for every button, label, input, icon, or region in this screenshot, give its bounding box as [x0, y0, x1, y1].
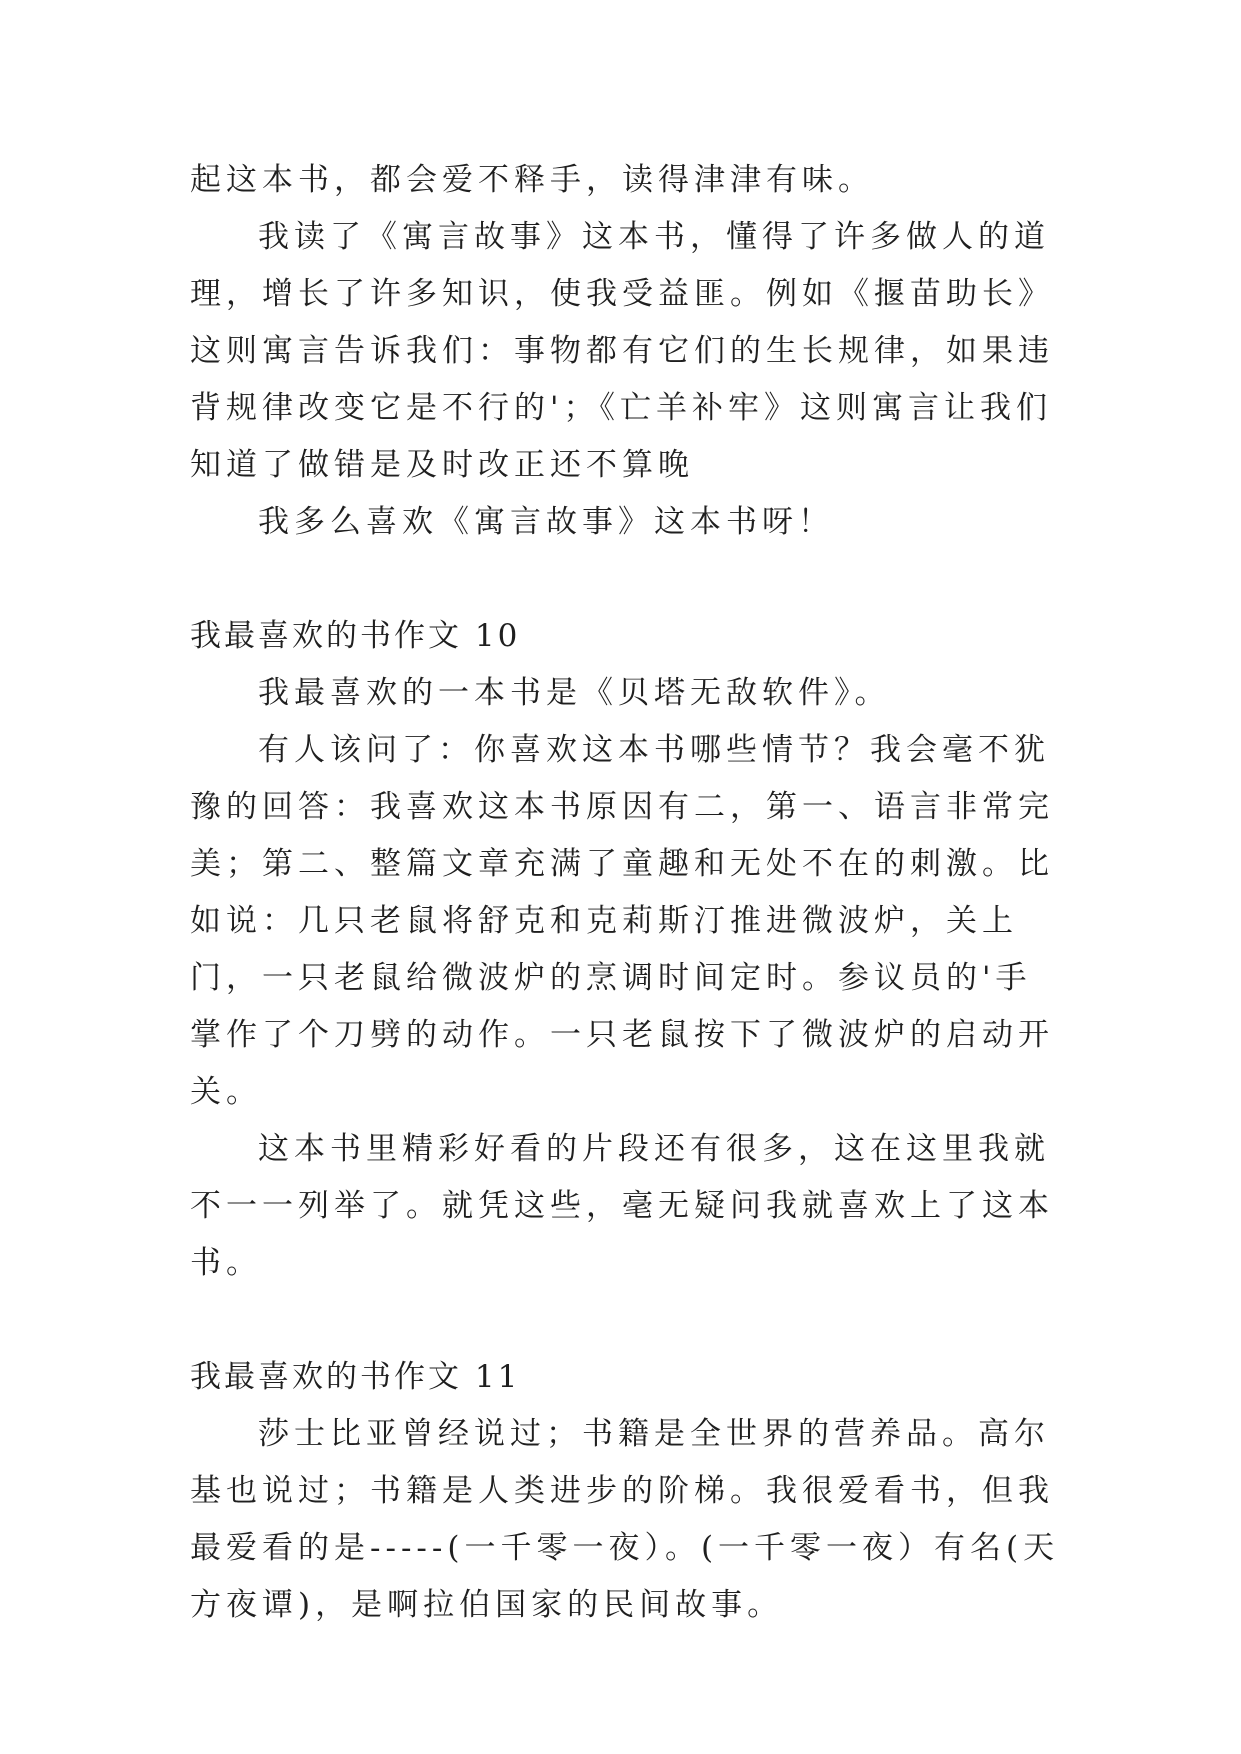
- body-paragraph: 我读了《寓言故事》这本书，懂得了许多做人的道理，增长了许多知识，使我受益匪。例如《揠苗助长》这则寓言告诉我们：事物都有它们的生长规律，如果违背规律改变它是不行的'；《亡羊补牢》这则寓言让我们知道了做错是及时改正还不算晚: [190, 219, 1054, 483]
- section-title-10: 我最喜欢的书作文 10: [190, 618, 521, 654]
- continuation-paragraph: 起这本书，都会爱不释手，读得津津有味。: [190, 162, 874, 198]
- body-paragraph: 我多么喜欢《寓言故事》这本书呀！: [258, 504, 834, 540]
- document-body: [190, 152, 1065, 1634]
- section-spacer: [190, 1292, 1065, 1349]
- section-title-11: 我最喜欢的书作文 11: [190, 1359, 521, 1395]
- body-paragraph: 这本书里精彩好看的片段还有很多，这在这里我就不一一列举了。就凭这些，毫无疑问我就喜欢上了这本书。: [190, 1131, 1054, 1281]
- body-paragraph: 我最喜欢的一本书是《贝塔无敌软件》。: [258, 675, 891, 711]
- body-paragraph: 莎士比亚曾经说过；书籍是全世界的营养品。高尔基也说过；书籍是人类进步的阶梯。我很爱看书，但我最爱看的是-----(一千零一夜）。(一千零一夜）有名(天方夜谭)，是啊拉伯国家的民间故事。: [190, 1416, 1060, 1623]
- section-spacer: [190, 551, 1065, 608]
- body-paragraph: 有人该问了：你喜欢这本书哪些情节？我会毫不犹豫的回答：我喜欢这本书原因有二，第一、语言非常完美；第二、整篇文章充满了童趣和无处不在的刺激。比如说：几只老鼠将舒克和克莉斯汀推进微波炉，关上门，一只老鼠给微波炉的烹调时间定时。参议员的'手掌作了个刀劈的动作。一只老鼠按下了微波炉的启动开关。: [190, 732, 1054, 1110]
